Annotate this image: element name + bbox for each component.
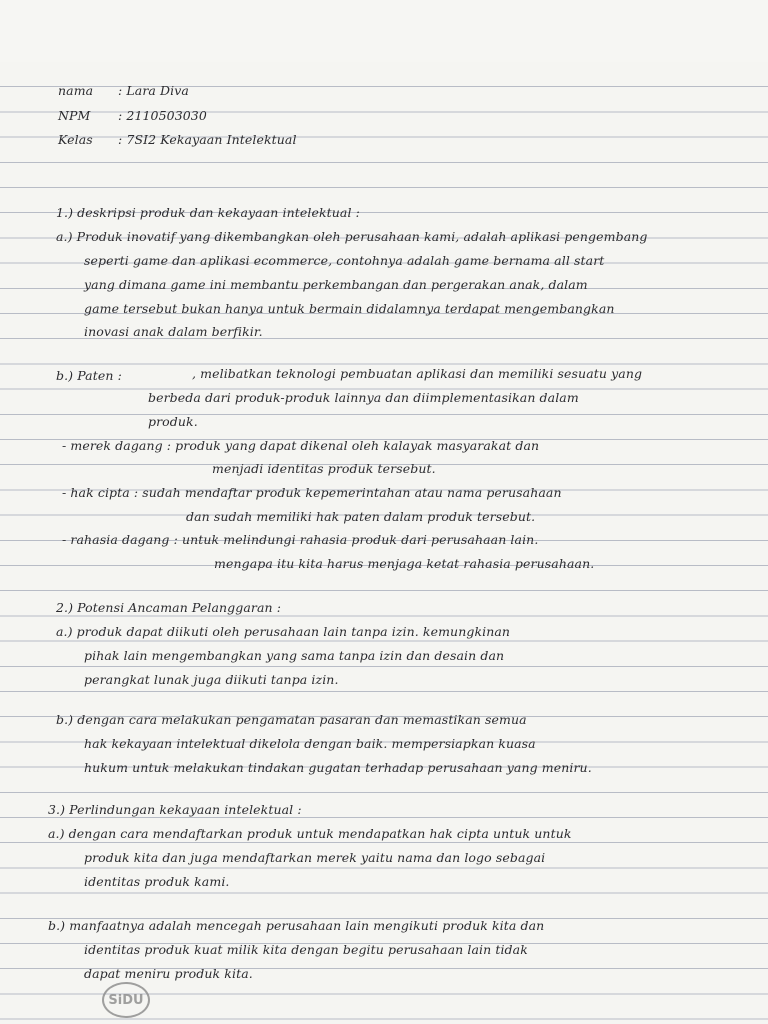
text-line: yang dimana game ini membantu perkembangan dan pergerakan anak, dalam <box>84 277 588 292</box>
text-line: perangkat lunak juga diikuti tanpa izin. <box>84 672 339 687</box>
text-line: identitas produk kuat milik kita dengan begitu perusahaan lain tidak <box>84 942 528 957</box>
nama-label: nama <box>58 83 94 98</box>
nama-value: : Lara Diva <box>118 83 189 98</box>
text-line: mengapa itu kita harus menjaga ketat rahasia perusahaan. <box>214 556 595 571</box>
npm-value: : 2110503030 <box>118 108 207 123</box>
npm-label: NPM <box>58 108 91 123</box>
text-line: a.) dengan cara mendaftarkan produk untuk mendapatkan hak cipta untuk untuk <box>48 826 572 841</box>
text-line: , melibatkan teknologi pembuatan aplikasi dan memiliki sesuatu yang <box>192 366 643 381</box>
text-line: menjadi identitas produk tersebut. <box>212 461 436 476</box>
section-1-heading: 1.) deskripsi produk dan kekayaan intelektual : <box>56 205 360 220</box>
text-line: - hak cipta : sudah mendaftar produk kepemerintahan atau nama perusahaan <box>62 485 562 500</box>
text-line: pihak lain mengembangkan yang sama tanpa izin dan desain dan <box>84 648 505 663</box>
text-line: a.) produk dapat diikuti oleh perusahaan lain tanpa izin. kemungkinan <box>56 624 511 639</box>
text-line: identitas produk kami. <box>84 874 230 889</box>
text-line: berbeda dari produk-produk lainnya dan diimplementasikan dalam <box>148 390 579 405</box>
kelas-label: Kelas <box>58 132 93 147</box>
section-3-heading: 3.) Perlindungan kekayaan intelektual : <box>48 802 302 817</box>
sidu-logo-stamp: SiDU <box>102 982 150 1018</box>
text-line: produk kita dan juga mendaftarkan merek yaitu nama dan logo sebagai <box>84 850 546 865</box>
text-line: b.) dengan cara melakukan pengamatan pasaran dan memastikan semua <box>56 712 527 727</box>
paten-label: b.) Paten : <box>56 368 122 383</box>
text-line: - merek dagang : produk yang dapat dikenal oleh kalayak masyarakat dan <box>62 438 540 453</box>
text-line: a.) Produk inovatif yang dikembangkan oleh perusahaan kami, adalah aplikasi pengembang <box>56 229 648 244</box>
text-line: hukum untuk melakukan tindakan gugatan terhadap perusahaan yang meniru. <box>84 760 592 775</box>
text-line: b.) manfaatnya adalah mencegah perusahaan lain mengikuti produk kita dan <box>48 918 545 933</box>
text-line: - rahasia dagang : untuk melindungi rahasia produk dari perusahaan lain. <box>62 532 539 547</box>
text-line: dan sudah memiliki hak paten dalam produk tersebut. <box>186 509 536 524</box>
top-margin <box>0 0 768 62</box>
section-2-heading: 2.) Potensi Ancaman Pelanggaran : <box>56 600 282 615</box>
text-line: game tersebut bukan hanya untuk bermain didalamnya terdapat mengembangkan <box>84 301 615 316</box>
text-line: inovasi anak dalam berfikir. <box>84 324 263 339</box>
kelas-value: : 7SI2 Kekayaan Intelektual <box>118 132 297 147</box>
text-line: hak kekayaan intelektual dikelola dengan baik. mempersiapkan kuasa <box>84 736 536 751</box>
text-line: seperti game dan aplikasi ecommerce, contohnya adalah game bernama all start <box>84 253 605 268</box>
text-line: produk. <box>148 414 198 429</box>
text-line: dapat meniru produk kita. <box>84 966 253 981</box>
